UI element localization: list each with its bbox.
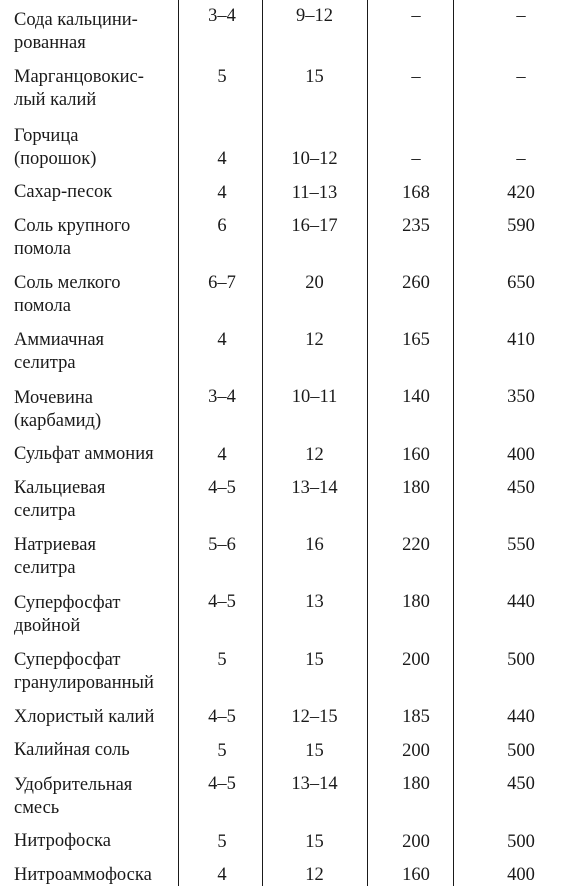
table-row [0,823,569,856]
row-value-col1: 4 [217,330,227,350]
row-value-col1: 6–7 [208,273,236,293]
row-value-col4: 500 [507,832,535,852]
row-value-col4: 590 [507,216,535,236]
row-value-col3: 180 [402,478,430,498]
row-value-col4: 420 [507,183,535,203]
row-value-col2: 15 [305,832,324,852]
table-row [0,765,569,823]
row-substance-name: Нитрофоска [14,831,111,851]
table-row [0,0,569,58]
table-row [0,469,569,526]
row-value-col1: 5 [217,67,227,87]
table-row [0,526,569,583]
row-substance-name: Мочевина (карбамид) [14,388,102,431]
row-value-col2: 20 [305,273,324,293]
row-value-col4: 650 [507,273,535,293]
row-value-col2: 10–12 [291,149,338,169]
row-value-col2: 13–14 [291,478,338,498]
row-substance-name: Аммиачная селитра [14,330,105,373]
row-value-col4: 450 [507,478,535,498]
row-value-col3: 235 [402,216,430,236]
row-value-col4: 450 [507,774,535,794]
row-value-col4: – [516,149,526,169]
row-value-col4: 500 [507,741,535,761]
row-value-col1: 3–4 [208,6,236,26]
row-substance-name: Хлористый калий [14,707,155,727]
table-row [0,174,569,207]
row-value-col3: – [411,6,421,26]
row-value-col3: 140 [402,387,430,407]
row-value-col3: 220 [402,535,430,555]
row-value-col3: 180 [402,774,430,794]
row-value-col3: – [411,149,421,169]
row-value-col3: 160 [402,445,430,465]
row-value-col4: 410 [507,330,535,350]
row-value-col2: 12 [305,445,324,465]
table-row [0,58,569,115]
row-value-col1: 5–6 [208,535,236,555]
table-row [0,856,569,890]
row-value-col3: 180 [402,592,430,612]
row-substance-name: Горчица (порошок) [14,126,97,169]
row-value-col4: – [516,67,526,87]
row-substance-name: Суперфосфат двойной [14,593,121,636]
row-value-col3: 165 [402,330,430,350]
table-row [0,264,569,321]
table-row [0,698,569,732]
row-value-col1: 4 [217,149,227,169]
row-value-col2: 13–14 [291,774,338,794]
row-value-col1: 4 [217,445,227,465]
row-substance-name: Соль мелкого помола [14,273,121,316]
row-value-col3: 160 [402,865,430,885]
row-substance-name: Кальциевая селитра [14,478,106,521]
table-row [0,732,569,765]
row-value-col1: 3–4 [208,387,236,407]
row-value-col2: 12–15 [291,707,338,727]
table-row [0,436,569,469]
row-substance-name: Соль крупного помола [14,216,131,259]
row-value-col4: 440 [507,707,535,727]
row-value-col4: 440 [507,592,535,612]
row-value-col4: 550 [507,535,535,555]
row-substance-name: Калийная соль [14,740,130,760]
row-substance-name: Сульфат аммония [14,444,154,464]
row-value-col4: 500 [507,650,535,670]
row-value-col2: 16 [305,535,324,555]
row-value-col1: 4 [217,183,227,203]
row-substance-name: Суперфосфат гранулированный [14,650,154,693]
row-substance-name: Марганцовокис- лый калий [14,67,144,110]
row-value-col3: 185 [402,707,430,727]
row-value-col2: 13 [305,592,324,612]
table-row [0,583,569,641]
row-value-col4: 400 [507,445,535,465]
table-row [0,641,569,698]
table-row [0,321,569,378]
row-value-col1: 4–5 [208,592,236,612]
row-value-col1: 4–5 [208,774,236,794]
table-row [0,378,569,436]
row-value-col2: 12 [305,330,324,350]
row-value-col1: 6 [217,216,227,236]
row-value-col1: 5 [217,832,227,852]
row-value-col3: 200 [402,741,430,761]
row-value-col2: 10–11 [291,387,338,407]
row-value-col4: 350 [507,387,535,407]
row-substance-name: Сода кальцини- рованная [14,10,138,53]
row-value-col2: 9–12 [296,6,333,26]
row-value-col2: 15 [305,67,324,87]
row-value-col3: – [411,67,421,87]
row-value-col4: – [516,6,526,26]
table-row [0,207,569,264]
row-value-col1: 4–5 [208,478,236,498]
row-substance-name: Нитроаммофоска [14,865,152,885]
row-substance-name: Удобрительная смесь [14,775,133,818]
row-value-col3: 200 [402,832,430,852]
row-substance-name: Сахар-песок [14,182,113,202]
row-value-col2: 12 [305,865,324,885]
row-value-col2: 11–13 [291,183,338,203]
row-value-col1: 4 [217,865,227,885]
row-substance-name: Натриевая селитра [14,535,96,578]
row-value-col3: 200 [402,650,430,670]
row-value-col1: 5 [217,650,227,670]
row-value-col1: 4–5 [208,707,236,727]
row-value-col2: 15 [305,650,324,670]
row-value-col3: 168 [402,183,430,203]
row-value-col2: 15 [305,741,324,761]
row-value-col1: 5 [217,741,227,761]
row-value-col2: 16–17 [291,216,338,236]
row-value-col4: 400 [507,865,535,885]
table-row [0,115,569,174]
row-value-col3: 260 [402,273,430,293]
